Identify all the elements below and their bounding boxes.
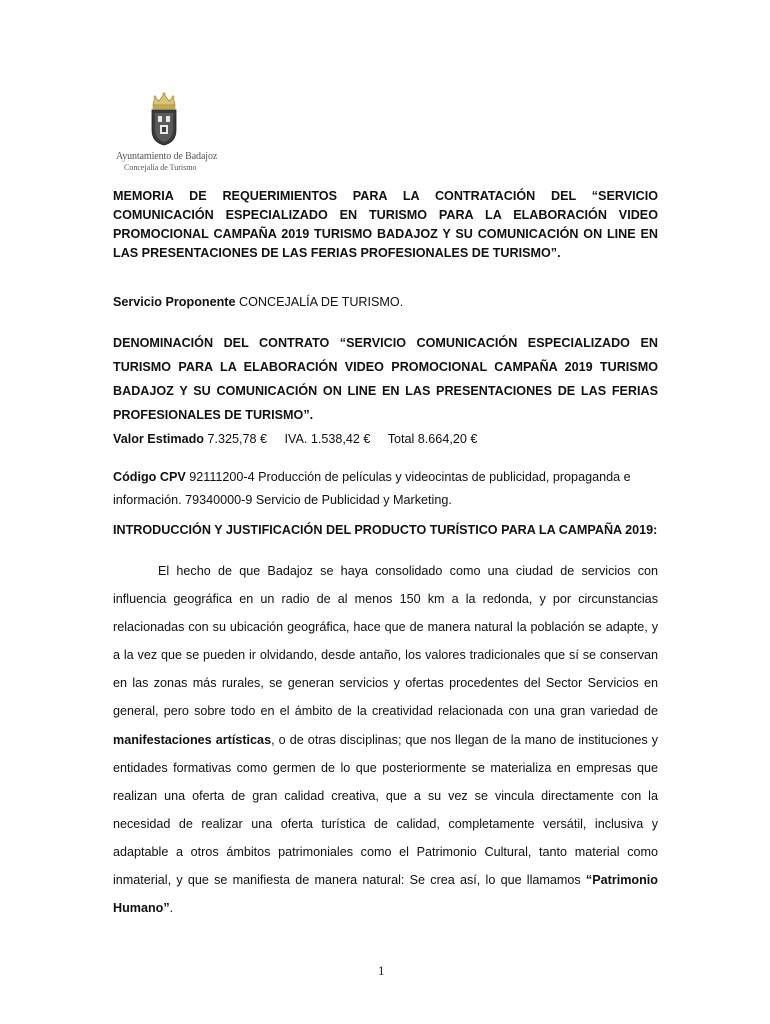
- valor-line: [113, 430, 658, 449]
- coat-of-arms-icon: [146, 92, 182, 146]
- paragraph-bold-2: “Patrimonio Humano”: [113, 873, 658, 916]
- cpv-label: Código CPV: [113, 470, 186, 484]
- cpv-text: 92111200-4 Producción de películas y videocintas de publicidad, propaganda e información. 79340000-9 Servicio de Publicidad y Marketing.: [113, 470, 631, 507]
- intro-paragraph: [113, 557, 658, 922]
- total-amount: Total 8.664,20 €: [387, 432, 478, 446]
- cpv-line: [113, 466, 658, 512]
- header-logo: [110, 92, 240, 182]
- proponente-value: CONCEJALÍA DE TURISMO.: [238, 295, 404, 309]
- page-number: 1: [378, 963, 385, 978]
- org-name: Ayuntamiento de Badajoz: [116, 151, 218, 162]
- contract-denomination: DENOMINACIÓN DEL CONTRATO “SERVICIO COMUNICACIÓN ESPECIALIZADO EN TURISMO PARA LA ELABORACIÓN VIDEO PROMOCIONAL CAMPAÑA 2019 TURISMO BADAJOZ Y SU COMUNICACIÓN ON LINE EN LAS PRESENTACIONES DE LAS FERIAS PROFESIONALES DE TURISMO”.: [113, 336, 658, 422]
- document-title: MEMORIA DE REQUERIMIENTOS PARA LA CONTRATACIÓN DEL “SERVICIO COMUNICACIÓN ESPECIALIZADO EN TURISMO PARA LA ELABORACIÓN VIDEO PROMOCIONAL CAMPAÑA 2019 TURISMO BADAJOZ Y SU COMUNICACIÓN ON LINE EN LAS PRESENTACIONES DE LAS FERIAS PROFESIONALES DE TURISMO”.: [113, 189, 658, 260]
- paragraph-text-2: , o de otras disciplinas; que nos llegan de la mano de instituciones y entidades formativas como germen de lo que posteriormente se materializa en empresas que realizan una oferta de gran calidad creativa, que a su vez se vincula directamente con la necesidad de realizar una oferta turística de calidad, completamente versátil, inclusiva y adaptable a otros ámbitos patrimoniales como el Patrimonio Cultural, tanto material como inmaterial, y que se manifiesta de manera natural: Se crea así, lo que llamamos: [113, 732, 658, 888]
- paragraph-bold-1: manifestaciones artísticas: [113, 732, 272, 747]
- paragraph-text-1: El hecho de que Badajoz se haya consolidado como una ciudad de servicios con influencia geográfica en un radio de al menos 150 km a la redonda, y por circunstancias relacionadas con su ubicación geográfica, hace que de manera natural la población se adapte, y a la vez que se pueden ir olvidando, desde antaño, los valores tradicionales que sí se conservan en las zonas más rurales, se generan servicios y ofertas procedentes del Sector Servicios en general, pero sobre todo en el ámbito de la creatividad relacionada con una gran variedad de: [113, 564, 658, 719]
- iva-amount: IVA. 1.538,42 €: [284, 432, 371, 446]
- intro-heading: INTRODUCCIÓN Y JUSTIFICACIÓN DEL PRODUCTO TURÍSTICO PARA LA CAMPAÑA 2019:: [113, 523, 658, 537]
- proponente-line: [113, 293, 658, 312]
- paragraph-end: .: [169, 901, 174, 916]
- proponente-label: Servicio Proponente: [113, 295, 236, 309]
- valor-amount: 7.325,78 €: [207, 432, 268, 446]
- valor-label: Valor Estimado: [113, 432, 204, 446]
- org-subtitle: Concejalía de Turismo: [124, 163, 197, 172]
